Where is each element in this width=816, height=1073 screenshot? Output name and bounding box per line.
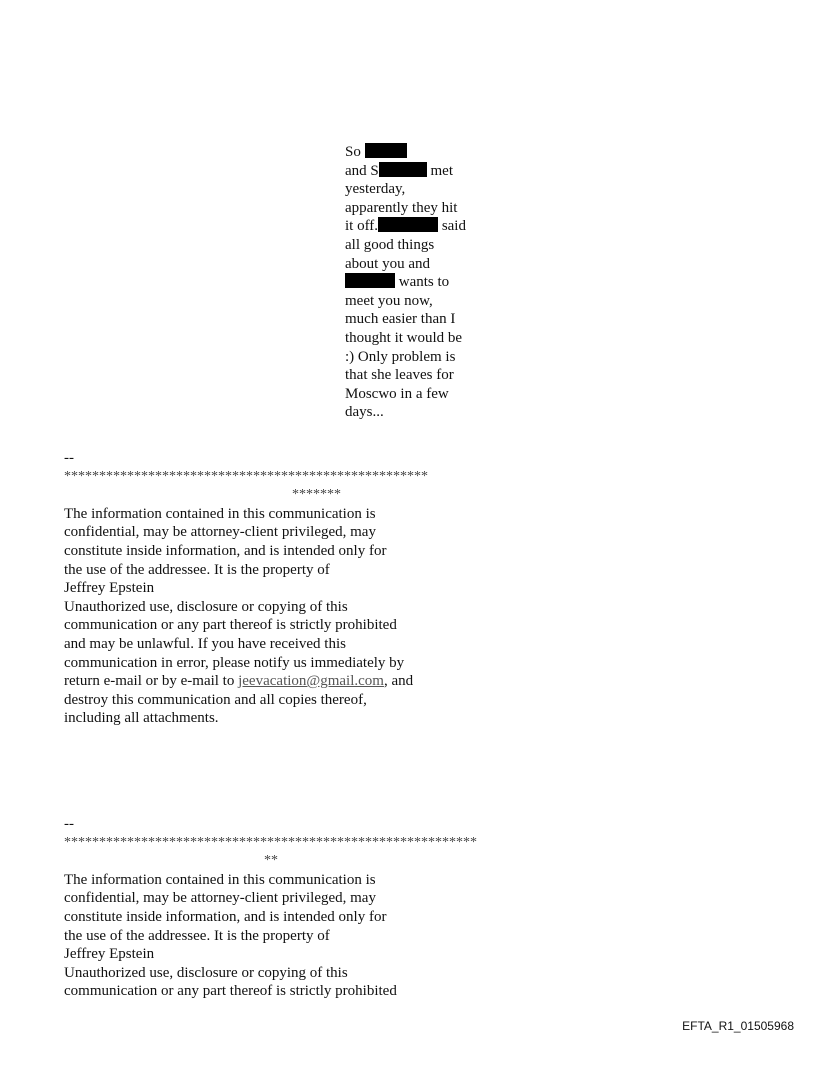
disclaimer-line: Unauthorized use, disclosure or copying of this	[64, 964, 348, 981]
disclaimer-line: confidential, may be attorney-client privileged, may	[64, 890, 376, 907]
text: , and	[383, 673, 414, 690]
message-line: about you and	[345, 255, 430, 272]
redaction	[345, 273, 395, 288]
message-body	[345, 143, 466, 422]
disclaimer-line: The information contained in this communication is	[64, 505, 376, 522]
disclaimer-line: Jeffrey Epstein	[64, 580, 155, 597]
message-line	[345, 143, 466, 162]
disclaimer-line: including all attachments.	[64, 710, 219, 727]
message-line: meet you now,	[345, 292, 433, 309]
separator-stars: *******	[292, 487, 341, 503]
separator-dashes: --	[64, 450, 74, 466]
disclaimer-line: constitute inside information, and is intended only for	[64, 908, 387, 925]
text: said	[438, 218, 466, 235]
message-line: days...	[345, 404, 384, 421]
document-id: EFTA_R1_01505968	[682, 1019, 794, 1033]
message-line: yesterday,	[345, 181, 406, 198]
message-line: Moscwo in a few	[345, 385, 449, 402]
disclaimer-line: Jeffrey Epstein	[64, 946, 155, 963]
redaction	[365, 143, 407, 158]
disclaimer-2	[64, 815, 477, 1001]
text: and S	[345, 162, 379, 179]
disclaimer-line	[64, 672, 428, 691]
disclaimer-line: the use of the addressee. It is the property of	[64, 927, 330, 944]
disclaimer-line: Unauthorized use, disclosure or copying of this	[64, 598, 348, 615]
message-line	[345, 273, 466, 292]
disclaimer-line: destroy this communication and all copies thereof,	[64, 691, 367, 708]
disclaimer-line: communication or any part thereof is strictly prohibited	[64, 983, 397, 1000]
disclaimer-1	[64, 449, 428, 728]
message-line: thought it would be	[345, 329, 463, 346]
text: wants to	[395, 274, 450, 291]
redaction	[378, 217, 438, 232]
separator-stars: ****************************************************	[64, 468, 428, 484]
separator-stars: **	[264, 853, 278, 869]
email-link[interactable]: jeevacation@gmail.com	[238, 673, 384, 690]
message-line	[345, 162, 466, 181]
message-line: all good things	[345, 236, 435, 253]
disclaimer-line: communication in error, please notify us immediately by	[64, 654, 405, 671]
text: So	[345, 144, 365, 160]
text: return e-mail or by e-mail to	[64, 673, 239, 690]
text: it off.	[345, 218, 379, 235]
separator-dashes: --	[64, 816, 74, 832]
message-line: apparently they hit	[345, 199, 458, 216]
disclaimer-line: and may be unlawful. If you have received this	[64, 635, 346, 652]
message-line	[345, 217, 466, 236]
disclaimer-line: constitute inside information, and is intended only for	[64, 542, 387, 559]
redaction	[379, 162, 427, 177]
disclaimer-line: The information contained in this communication is	[64, 871, 376, 888]
message-line: that she leaves for	[345, 367, 454, 384]
message-line: :) Only problem is	[345, 348, 456, 365]
disclaimer-line: communication or any part thereof is strictly prohibited	[64, 617, 397, 634]
disclaimer-line: confidential, may be attorney-client privileged, may	[64, 524, 376, 541]
message-line: much easier than I	[345, 311, 456, 328]
separator-stars: ***********************************************************	[64, 834, 477, 850]
text: met	[426, 162, 453, 179]
disclaimer-line: the use of the addressee. It is the property of	[64, 561, 330, 578]
